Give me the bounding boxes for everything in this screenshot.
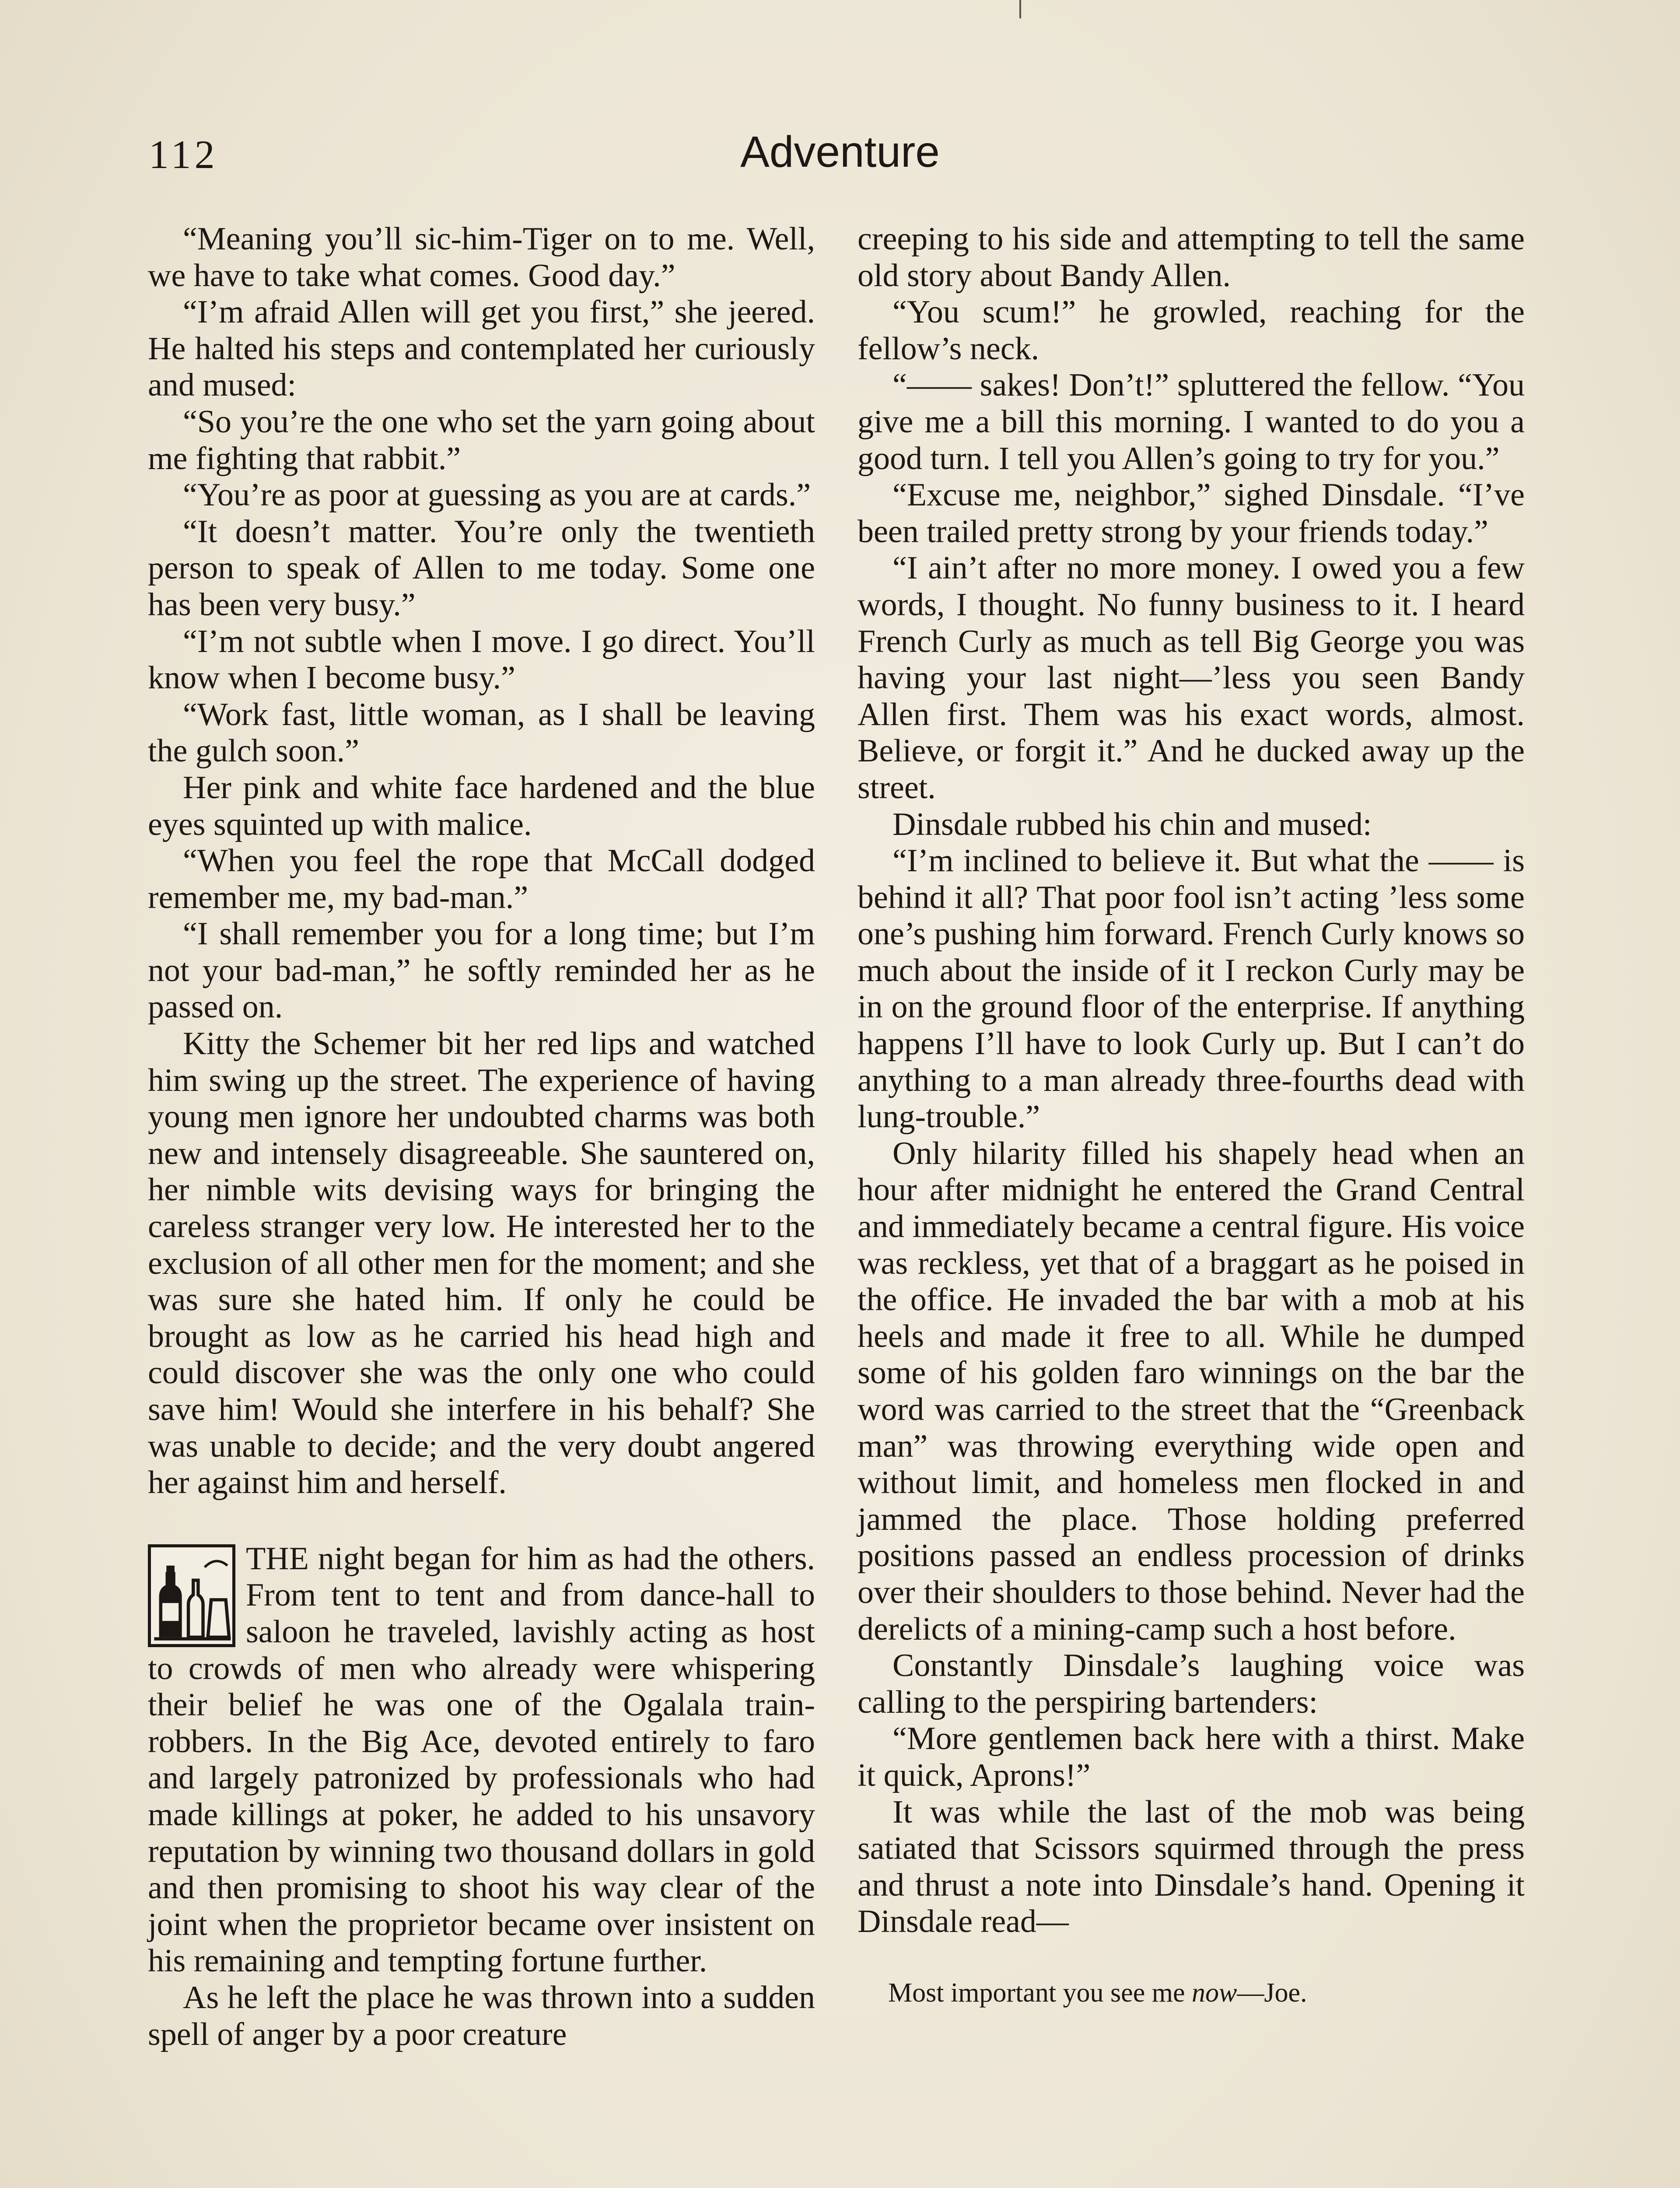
paragraph: Her pink and white face hardened and the blue eyes squinted up with malice. bbox=[148, 769, 815, 842]
paragraph: THE night began for him as had the others. From tent to tent and from dance-hall to saloon he traveled, lavishly acting as host to crowds of men who already were whispering their belief he was one of the Ogalala train-robbers. In the Big Ace, devoted entirely to faro and largely patronized by professionals who had made killings at poker, he added to his unsavory reputation by winning two thousand dollars in gold and then promising to shoot his way clear of the joint when the proprietor became over insistent on his remaining and tempting fortune further. bbox=[148, 1540, 815, 1979]
paragraph: Constantly Dinsdale’s laughing voice was calling to the perspiring bartenders: bbox=[858, 1648, 1525, 1720]
decorative-initial-icon bbox=[148, 1544, 235, 1647]
page-number: 112 bbox=[149, 132, 218, 177]
left-column bbox=[148, 221, 815, 2053]
paragraph: “You scum!” he growled, reaching for the fellow’s neck. bbox=[858, 294, 1525, 367]
paragraph: “When you feel the rope that McCall dodged remember me, my bad-man.” bbox=[148, 843, 815, 915]
paragraph: Dinsdale rubbed his chin and mused: bbox=[892, 806, 1372, 842]
section-opening bbox=[148, 1541, 815, 1980]
paragraph: “I shall remember you for a long time; but I’m not your bad-man,” he softly reminded her as he passed on. bbox=[148, 916, 815, 1025]
paragraph: As he left the place he was thrown into a sudden spell of anger by a poor creature bbox=[148, 1979, 815, 2052]
paragraph: “Meaning you’ll sic-him-Tiger on to me. Well, we have to take what comes. Good day.” bbox=[148, 221, 815, 294]
paragraph: “I’m afraid Allen will get you first,” she jeered. He halted his steps and contemplated her curiously and mused: bbox=[148, 294, 815, 403]
paragraph: “It doesn’t matter. You’re only the twentieth person to speak of Allen to me today. Some one has been very busy.” bbox=[148, 513, 815, 623]
section-break bbox=[148, 1501, 815, 1541]
paragraph: “So you’re the one who set the yarn going about me fighting that rabbit.” bbox=[148, 403, 815, 477]
quoted-note bbox=[858, 1975, 1525, 2010]
running-title: Adventure bbox=[740, 127, 940, 176]
paragraph: It was while the last of the mob was being satiated that Scissors squirmed through the press and thrust a note into Dinsdale’s hand. Opening it Dinsdale read— bbox=[858, 1794, 1525, 1940]
paragraph: “I’m not subtle when I move. I go direct. You’ll know when I become busy.” bbox=[148, 623, 815, 696]
paragraph: “—— sakes! Don’t!” spluttered the fellow. “You give me a bill this morning. I wanted to do you a good turn. I tell you Allen’s going to try for you.” bbox=[858, 367, 1525, 477]
paragraph: “I’m inclined to believe it. But what the —— is behind it all? That poor fool isn’t acting ’less some one’s pushing him forward. French Curly knows so much about the inside of it I reckon Curly may be in on the ground floor of the enterprise. If anything happens I’ll have to look Curly up. But I can’t do anything to a man already three-fourths dead with lung-trouble.” bbox=[858, 843, 1525, 1135]
paragraph: “More gentlemen back here with a thirst. Make it quick, Aprons!” bbox=[858, 1721, 1525, 1793]
printing-mark bbox=[1019, 0, 1021, 18]
bottle-illustration-icon bbox=[151, 1547, 232, 1644]
paragraph: “You’re as poor at guessing as you are at cards.” bbox=[183, 477, 811, 513]
right-column bbox=[858, 221, 1525, 2010]
paragraph: “Excuse me, neighbor,” sighed Dinsdale. “I’ve been trailed pretty strong by your friends today.” bbox=[858, 477, 1525, 550]
paragraph: Only hilarity filled his shapely head when an hour after midnight he entered the Grand Central and immediately became a central figure. His voice was reckless, yet that of a braggart as he poised in the office. He invaded the bar with a mob at his heels and made it free to all. While he dumped some of his golden faro winnings on the bar the word was carried to the street that the “Greenback man” was throwing everything wide open and without limit, and homeless men flocked in and jammed the place. Those holding preferred positions passed an endless procession of drinks over their shoulders to those behind. Never had the derelicts of a mining-camp such a host before. bbox=[858, 1135, 1525, 1647]
paragraph: “Work fast, little woman, as I shall be leaving the gulch soon.” bbox=[148, 696, 815, 769]
paragraph: creeping to his side and attempting to tell the same old story about Bandy Allen. bbox=[858, 221, 1525, 294]
paragraph: “I ain’t after no more money. I owed you a few words, I thought. No funny business to it. I heard French Curly as much as tell Big George you was having your last night—’less you seen Bandy Allen first. Them was his exact words, almost. Believe, or forgit it.” And he ducked away up the street. bbox=[858, 550, 1525, 806]
note-signature: —Joe. bbox=[1237, 1978, 1307, 2008]
page-header bbox=[149, 127, 1531, 188]
paragraph: Kitty the Schemer bit her red lips and watched him swing up the street. The experience of having young men ignore her undoubted charms was both new and intensely disagreeable. She sauntered on, her nimble wits devising ways for bringing the careless stranger very low. He interested her to the exclusion of all other men for the moment; and she was sure she hated him. If only he could be brought as low as he carried his head high and could discover she was the only one who could save him! Would she interfere in his behalf? She was unable to decide; and the very doubt angered her against him and herself. bbox=[148, 1026, 815, 1501]
note-text: Most important you see me bbox=[888, 1978, 1192, 2008]
note-emphasis: now bbox=[1191, 1978, 1237, 2008]
